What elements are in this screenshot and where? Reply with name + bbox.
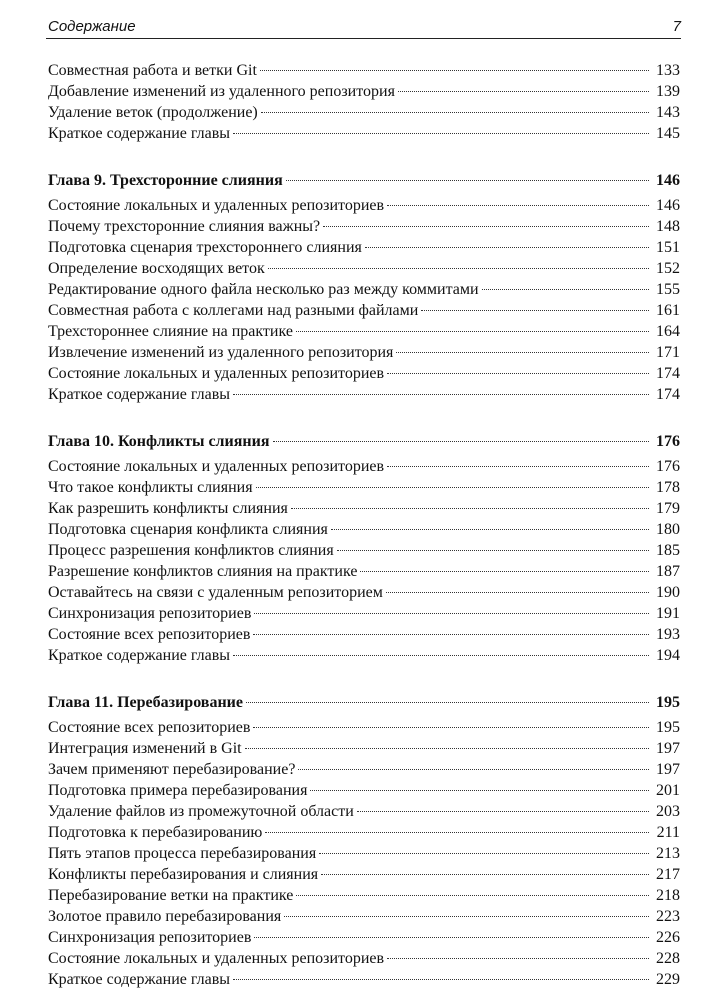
entry-page-number: 197 (656, 740, 680, 757)
entry-page-number: 226 (656, 929, 680, 946)
dot-leader (387, 372, 649, 374)
entry-page-number: 228 (656, 950, 680, 967)
chapter-page-number: 176 (656, 433, 680, 450)
toc-entry (48, 519, 680, 540)
dot-leader (265, 831, 649, 833)
entry-page-number: 174 (656, 386, 680, 403)
toc-entry (48, 363, 680, 384)
toc-entry (48, 216, 680, 237)
dot-leader (298, 768, 649, 770)
entry-title: Подготовка сценария трехстороннего слияния (48, 239, 362, 256)
chapter-title: Глава 9. Трехсторонние слияния (48, 172, 283, 189)
entry-title: Перебазирование ветки на практике (48, 887, 294, 904)
dot-leader (365, 246, 649, 248)
entry-title: Состояние всех репозиториев (48, 626, 251, 643)
toc-entry (48, 645, 680, 666)
entry-title: Процесс разрешения конфликтов слияния (48, 542, 334, 559)
toc-entry (48, 927, 680, 948)
entry-page-number: 191 (656, 605, 680, 622)
chapter-heading-row (48, 431, 680, 452)
entry-title: Краткое содержание главы (48, 386, 231, 403)
entry-page-number: 143 (656, 104, 680, 121)
entry-page-number: 180 (656, 521, 680, 538)
toc-entry (48, 582, 680, 603)
entry-page-number: 151 (656, 239, 680, 256)
entry-title: Пять этапов процесса перебазирования (48, 845, 317, 862)
entry-title: Краткое содержание главы (48, 971, 231, 988)
entry-page-number: 197 (656, 761, 680, 778)
toc-entry (48, 321, 680, 342)
dot-leader (245, 747, 649, 749)
entry-page-number: 145 (656, 125, 680, 142)
toc-entry (48, 801, 680, 822)
entry-title: Удаление веток (продолжение) (48, 104, 258, 121)
dot-leader (387, 465, 649, 467)
entry-page-number: 190 (656, 584, 680, 601)
entry-title: Состояние локальных и удаленных репозиториев (48, 458, 385, 475)
toc-entry (48, 624, 680, 645)
entry-page-number: 155 (656, 281, 680, 298)
chapter-section (48, 170, 680, 405)
dot-leader (323, 225, 649, 227)
chapter-heading-row (48, 692, 680, 713)
entry-page-number: 229 (656, 971, 680, 988)
entry-title: Оставайтесь на связи с удаленным репозиторием (48, 584, 383, 601)
entry-title: Синхронизация репозиториев (48, 605, 252, 622)
dot-leader (256, 486, 649, 488)
entry-title: Состояние локальных и удаленных репозиториев (48, 365, 385, 382)
toc-entry (48, 969, 680, 990)
toc-entry (48, 561, 680, 582)
entry-title: Добавление изменений из удаленного репозитория (48, 83, 395, 100)
toc-entry (48, 864, 680, 885)
entry-page-number: 203 (656, 803, 680, 820)
entry-page-number: 185 (656, 542, 680, 559)
entry-page-number: 217 (656, 866, 680, 883)
entry-page-number: 179 (656, 500, 680, 517)
dot-leader (357, 810, 649, 812)
chapter-section (48, 431, 680, 666)
toc-entry (48, 780, 680, 801)
entry-page-number: 218 (656, 887, 680, 904)
entry-page-number: 178 (656, 479, 680, 496)
entry-title: Почему трехсторонние слияния важны? (48, 218, 321, 235)
entry-title: Краткое содержание главы (48, 647, 231, 664)
chapter-title: Глава 11. Перебазирование (48, 694, 243, 711)
entry-page-number: 187 (656, 563, 680, 580)
entry-page-number: 193 (656, 626, 680, 643)
toc-entry (48, 948, 680, 969)
entry-title: Золотое правило перебазирования (48, 908, 282, 925)
toc-entry (48, 123, 680, 144)
dot-leader (331, 528, 649, 530)
toc-entry (48, 822, 680, 843)
dot-leader (273, 440, 650, 442)
chapter-page-number: 195 (656, 694, 680, 711)
entry-page-number: 148 (656, 218, 680, 235)
entry-title: Синхронизация репозиториев (48, 929, 252, 946)
toc-entry (48, 384, 680, 405)
dot-leader (233, 393, 649, 395)
entry-title: Краткое содержание главы (48, 125, 231, 142)
dot-leader (233, 978, 649, 980)
entry-title: Как разрешить конфликты слияния (48, 500, 288, 517)
toc-entry (48, 759, 680, 780)
entry-title: Извлечение изменений из удаленного репозитория (48, 344, 394, 361)
toc-entry (48, 258, 680, 279)
entry-page-number: 152 (656, 260, 680, 277)
entry-title: Совместная работа и ветки Git (48, 62, 257, 79)
toc-entry (48, 540, 680, 561)
entry-page-number: 223 (656, 908, 680, 925)
toc-entry (48, 717, 680, 738)
dot-leader (296, 330, 649, 332)
entry-title: Трехстороннее слияние на практике (48, 323, 293, 340)
dot-leader (296, 894, 649, 896)
entry-title: Удаление файлов из промежуточной области (48, 803, 354, 820)
entry-title: Подготовка к перебазированию (48, 824, 263, 841)
dot-leader (261, 111, 649, 113)
entry-title: Состояние локальных и удаленных репозиториев (48, 197, 385, 214)
dot-leader (260, 69, 649, 71)
dot-leader (421, 309, 649, 311)
chapter-page-number: 146 (656, 172, 680, 189)
chapter-heading-row (48, 170, 680, 191)
dot-leader (360, 570, 649, 572)
entry-page-number: 194 (656, 647, 680, 664)
entry-page-number: 174 (656, 365, 680, 382)
dot-leader (396, 351, 649, 353)
toc-entry (48, 738, 680, 759)
table-of-contents (48, 60, 680, 990)
dot-leader (321, 873, 649, 875)
toc-entry (48, 456, 680, 477)
entry-page-number: 201 (656, 782, 680, 799)
entry-page-number: 213 (656, 845, 680, 862)
entry-title: Состояние локальных и удаленных репозиториев (48, 950, 385, 967)
entry-page-number: 176 (656, 458, 680, 475)
page-number: 7 (672, 18, 681, 35)
entry-page-number: 195 (656, 719, 680, 736)
toc-entry (48, 885, 680, 906)
entry-title: Определение восходящих веток (48, 260, 265, 277)
toc-entry (48, 498, 680, 519)
entry-title: Разрешение конфликтов слияния на практике (48, 563, 358, 580)
toc-entry (48, 102, 680, 123)
entry-title: Подготовка сценария конфликта слияния (48, 521, 328, 538)
dot-leader (254, 936, 649, 938)
dot-leader (284, 915, 649, 917)
entry-page-number: 161 (656, 302, 680, 319)
entry-title: Что такое конфликты слияния (48, 479, 253, 496)
dot-leader (482, 288, 649, 290)
dot-leader (387, 204, 649, 206)
dot-leader (254, 612, 649, 614)
entry-page-number: 146 (656, 197, 680, 214)
entry-page-number: 211 (656, 824, 680, 841)
entry-title: Зачем применяют перебазирование? (48, 761, 296, 778)
chapter-title: Глава 10. Конфликты слияния (48, 433, 270, 450)
entry-page-number: 164 (656, 323, 680, 340)
dot-leader (319, 852, 649, 854)
dot-leader (253, 726, 649, 728)
entry-title: Состояние всех репозиториев (48, 719, 251, 736)
entry-title: Конфликты перебазирования и слияния (48, 866, 319, 883)
entry-title: Совместная работа с коллегами над разными файлами (48, 302, 419, 319)
dot-leader (310, 789, 649, 791)
toc-entry (48, 477, 680, 498)
entry-page-number: 171 (656, 344, 680, 361)
toc-entry (48, 81, 680, 102)
dot-leader (291, 507, 649, 509)
running-header-title: Содержание (48, 18, 136, 35)
dot-leader (398, 90, 649, 92)
dot-leader (233, 132, 649, 134)
toc-entry (48, 195, 680, 216)
toc-entry (48, 342, 680, 363)
dot-leader (337, 549, 649, 551)
entry-title: Подготовка примера перебазирования (48, 782, 308, 799)
dot-leader (286, 179, 649, 181)
toc-entry (48, 603, 680, 624)
toc-entry (48, 300, 680, 321)
running-header (46, 16, 681, 39)
toc-entry (48, 843, 680, 864)
dot-leader (246, 701, 649, 703)
chapter-section (48, 692, 680, 990)
toc-entry (48, 279, 680, 300)
dot-leader (387, 957, 649, 959)
toc-entry (48, 237, 680, 258)
entry-page-number: 139 (656, 83, 680, 100)
entry-page-number: 133 (656, 62, 680, 79)
toc-entry (48, 906, 680, 927)
chapter-continuation (48, 60, 680, 144)
entry-title: Редактирование одного файла несколько раз между коммитами (48, 281, 479, 298)
entry-title: Интеграция изменений в Git (48, 740, 242, 757)
toc-entry (48, 60, 680, 81)
dot-leader (233, 654, 649, 656)
dot-leader (253, 633, 649, 635)
dot-leader (268, 267, 649, 269)
dot-leader (386, 591, 649, 593)
